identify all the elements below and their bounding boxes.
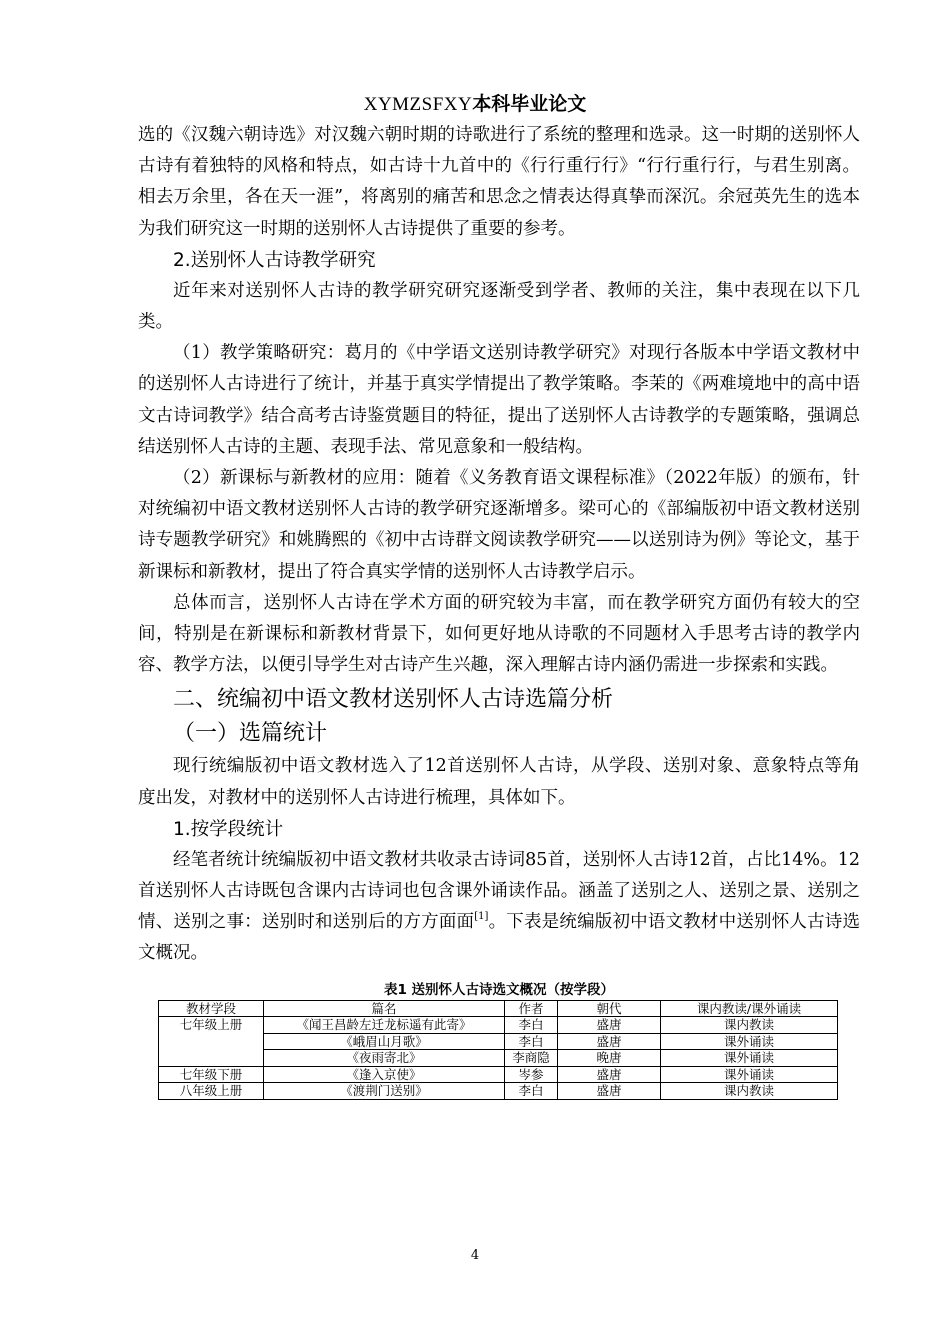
column-header: 课内教读/课外诵读 <box>661 1000 838 1017</box>
table-row <box>159 1083 838 1100</box>
grade-cell: 七年级上册 <box>159 1017 264 1067</box>
dynasty-cell: 盛唐 <box>558 1033 661 1050</box>
column-header: 朝代 <box>558 1000 661 1017</box>
title-cell: 《逢入京使》 <box>264 1066 505 1083</box>
type-cell: 课内教读 <box>661 1017 838 1034</box>
grade-cell: 八年级上册 <box>159 1083 264 1100</box>
dynasty-cell: 盛唐 <box>558 1066 661 1083</box>
author-cell: 李商隐 <box>505 1050 558 1067</box>
header-title: 本科毕业论文 <box>472 93 587 115</box>
author-cell: 李白 <box>505 1083 558 1100</box>
paragraph <box>138 845 860 970</box>
type-cell: 课内教读 <box>661 1083 838 1100</box>
column-header: 教材学段 <box>159 1000 264 1017</box>
paragraph: 选的《汉魏六朝诗选》对汉魏六朝时期的诗歌进行了系统的整理和选录。这一时期的送别怀人古诗有着独特的风格和特点，如古诗十九首中的《行行重行行》“行行重行行，与君生别离。相去万余里，各在天一涯”，将离别的痛苦和思念之情表达得真挚而深沉。余冠英先生的选本为我们研究这一时期的送别怀人古诗提供了重要的参考。 <box>138 125 860 239</box>
author-cell: 李白 <box>505 1017 558 1034</box>
header-school-code: XYMZSFXY <box>363 94 473 115</box>
paragraph: 总体而言，送别怀人古诗在学术方面的研究较为丰富，而在教学研究方面仍有较大的空间，特别是在新课标和新教材背景下，如何更好地从诗歌的不同题材入手思考古诗的教学内容、教学方法，以便引导学生对古诗产生兴趣，深入理解古诗内涵仍需进一步探索和实践。 <box>138 592 860 676</box>
type-cell: 课外诵读 <box>661 1066 838 1083</box>
title-cell: 《渡荆门送别》 <box>264 1083 505 1100</box>
column-header: 篇名 <box>264 1000 505 1017</box>
title-cell: 《夜雨寄北》 <box>264 1050 505 1067</box>
paragraph-text: 。下表是统编版初中语文教材中送别怀人古诗选文概况。 <box>138 912 860 964</box>
poem-table <box>158 1000 838 1100</box>
title-cell: 《闻王昌龄左迁龙标遥有此寄》 <box>264 1017 505 1034</box>
paragraph-text: 经笔者统计统编版初中语文教材共收录古诗词85首，送别怀人古诗12首，占比14%。12首送别怀人古诗既包含课内古诗词也包含课外诵读作品。涵盖了送别之人、送别之景、送别之情、送别之事：送别时和送别后的方方面面 <box>138 849 860 933</box>
paragraph: （1）教学策略研究：葛月的《中学语文送别诗教学研究》对现行各版本中学语文教材中的送别怀人古诗进行了统计，并基于真实学情提出了教学策略。李茉的《两难境地中的高中语文古诗词教学》结合高考古诗鉴赏题目的特征，提出了送别怀人古诗教学的专题策略，强调总结送别怀人古诗的主题、表现手法、常见意象和一般结构。 <box>138 343 860 457</box>
subsection-heading: 2.送别怀人古诗教学研究 <box>173 249 376 271</box>
page-number: 4 <box>470 1248 480 1263</box>
dynasty-cell: 盛唐 <box>558 1017 661 1034</box>
table-caption: 表1 送别怀人古诗选文概况（按学段） <box>383 981 615 998</box>
page-header <box>0 90 950 119</box>
paragraph: （2）新课标与新教材的应用：随着《义务教育语文课程标准》（2022年版）的颁布，针对统编初中语文教材送别怀人古诗的教学研究逐渐增多。梁可心的《部编版初中语文教材送别诗专题教学研究》和姚腾熙的《初中古诗群文阅读教学研究——以送别诗为例》等论文，基于新课标和新教材，提出了符合真实学情的送别怀人古诗教学启示。 <box>138 468 860 582</box>
author-cell: 岑参 <box>505 1066 558 1083</box>
grade-cell: 七年级下册 <box>159 1066 264 1083</box>
paragraph: 近年来对送别怀人古诗的教学研究研究逐渐受到学者、教师的关注，集中表现在以下几类。 <box>138 280 860 333</box>
dynasty-cell: 晚唐 <box>558 1050 661 1067</box>
paragraph: 现行统编版初中语文教材选入了12首送别怀人古诗，从学段、送别对象、意象特点等角度出发，对教材中的送别怀人古诗进行梳理，具体如下。 <box>138 756 860 808</box>
dynasty-cell: 盛唐 <box>558 1083 661 1100</box>
table-header-row <box>159 1000 838 1017</box>
type-cell: 课外诵读 <box>661 1033 838 1050</box>
author-cell: 李白 <box>505 1033 558 1050</box>
body-text <box>138 120 860 1100</box>
section-heading: （一）选篇统计 <box>173 721 328 747</box>
column-header: 作者 <box>505 1000 558 1017</box>
chapter-heading: 二、统编初中语文教材送别怀人古诗选篇分析 <box>173 687 614 713</box>
table-row <box>159 1017 838 1034</box>
type-cell: 课外诵读 <box>661 1050 838 1067</box>
citation-marker: [1] <box>474 911 489 923</box>
subsection-heading: 1.按学段统计 <box>173 818 284 840</box>
title-cell: 《峨眉山月歌》 <box>264 1033 505 1050</box>
table-row <box>159 1066 838 1083</box>
